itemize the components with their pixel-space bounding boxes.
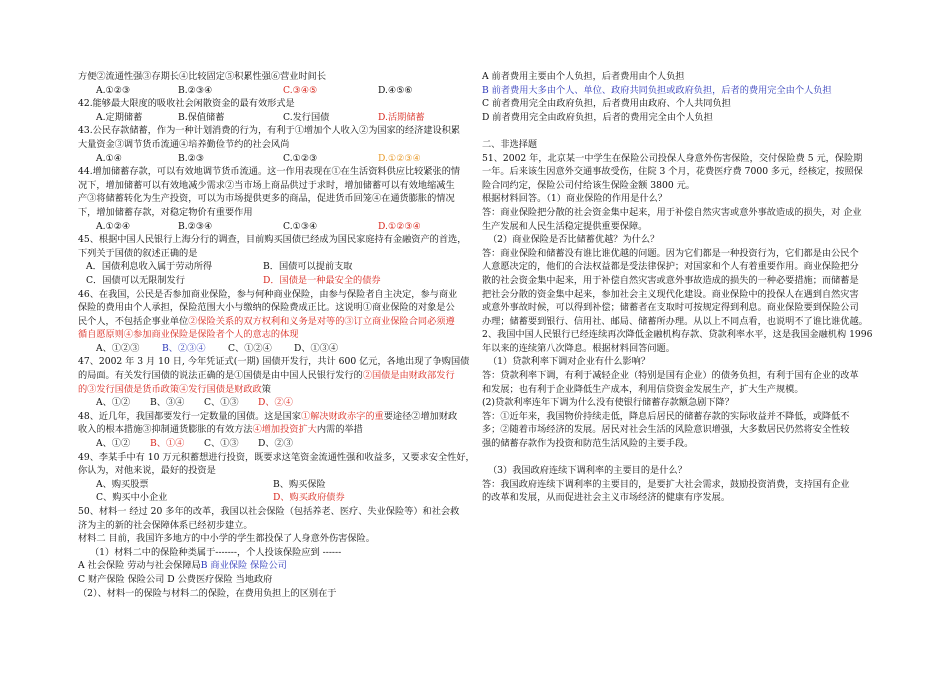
text-segment: 46、在我国，公民是否参加商业保险，参与何种商业保险，由参与保险者自主决定，参与商业 (78, 288, 458, 300)
text-segment: A、①② (96, 397, 131, 409)
text-segment: B 前者费用大多由个人、单位、政府共同负担或政府负担，后者的费用完全由个人负担 (482, 84, 832, 96)
text-line (482, 97, 882, 111)
text-segment: 答：贷款利率下调，有利于减轻企业（特别是国有企业）的债务负担，有利于国有企业的改革 (482, 370, 859, 382)
text-segment: A、购买股票 (96, 478, 149, 490)
text-line (78, 233, 473, 247)
text-segment: A 前者费用主要由个人负担，后者费用由个人负担 (482, 71, 685, 82)
text-segment: A、①②③ (96, 342, 140, 354)
text-segment: A．国债利息收入属于劳动所得 (86, 261, 213, 273)
text-segment: 的局面。有关发行国债的说法正确的是①国债是由中国人民银行发行的 (78, 370, 363, 382)
text-segment: 下，增加储蓄存款，对稳定物价有重要作用 (78, 206, 253, 218)
text-segment: 民个人，不包括企事业单位 (78, 315, 189, 327)
text-line (482, 423, 882, 437)
text-line (78, 124, 473, 138)
text-segment: A.①②④ (96, 220, 131, 232)
text-segment: 产③将储蓄转化为生产投资，可以为市场提供更多的商品，促进货币回笼④在通货膨胀的情况 (78, 193, 455, 205)
blank-line (482, 451, 882, 465)
text-line (482, 437, 882, 451)
text-segment: 的③发行国债是货币政策④发行国债是财政政 (78, 383, 262, 395)
text-line (78, 532, 473, 546)
text-segment: ①解决财政赤字的重 (301, 410, 384, 422)
text-segment: C、①③ (204, 397, 239, 409)
text-segment: A 社会保险 劳动与社会保障局 (78, 560, 201, 572)
text-segment: 的改革和发展，从而促进社会主义市场经济的健康有序发展。 (482, 492, 731, 504)
text-line (482, 328, 882, 342)
text-line (482, 179, 882, 193)
text-segment: 51、2002 年，北京某一中学生在保险公司投保人身意外伤害保险，交付保险费 5 元，保险期 (482, 152, 863, 164)
text-segment: 策 (261, 383, 271, 395)
text-line (78, 369, 473, 383)
text-line (78, 423, 473, 437)
text-segment: 47、2002 年 3 月 10 日, 今年凭证式(一期) 国债开发行，共计 600 亿元，各地出现了争购国债 (78, 356, 470, 368)
text-line (78, 383, 473, 397)
text-line (78, 478, 473, 492)
text-line (482, 288, 882, 302)
text-segment: B、①④ (150, 438, 185, 450)
text-line (482, 206, 882, 220)
text-line (78, 410, 473, 424)
text-line (78, 138, 473, 152)
text-segment: D、①③④ (294, 342, 339, 354)
text-line (78, 152, 473, 166)
text-line (482, 165, 882, 179)
text-line (78, 260, 473, 274)
text-segment: B 商业保险 保险公司 (200, 560, 287, 572)
text-segment: C、①②④ (228, 342, 272, 354)
text-segment: 45、根据中国人民银行上海分行的调查，目前购买国债已经成为国民家庭持有金融资产的首选， (78, 234, 467, 246)
text-segment: ②保险关系的双方权利和义务是对等的③订立商业保险合同必须遵 (188, 315, 455, 327)
text-line (482, 233, 882, 247)
text-segment: 年以来的连续第八次降息。根据材料回答问题。 (482, 342, 675, 354)
text-segment: 况下，增加储蓄可以有效地减少需求②当市场上商品供过于求时，增加储蓄可以有效地缩减生 (78, 179, 455, 191)
text-line (78, 491, 473, 505)
text-segment: 循自愿原则④参加商业保险是保险者个人的意志的体现 (78, 329, 299, 341)
text-line (482, 410, 882, 424)
text-segment: D、②④ (258, 397, 293, 409)
text-segment: 一年。后来该生因意外交通事故受伤，住院 3 个月，花费医疗费 7000 多元，经核定，按照保 (482, 166, 863, 178)
text-segment: 下列关于国债的叙述正确的是 (78, 247, 198, 259)
text-segment: 50、材料一 经过 20 多年的改革，我国以社会保险（包括养老、医疗、失业保险等）和社会救 (78, 506, 460, 517)
text-segment: 2、我国中国人民银行已经连续再次降低金融机构存款、贷款利率水平，这是我国金融机构 1996 (482, 329, 873, 341)
text-segment: C.发行国债 (283, 111, 330, 123)
text-segment: B.②③④ (178, 84, 213, 96)
text-segment: A.定期储蓄 (96, 111, 143, 123)
text-segment: A.①④ (96, 152, 123, 164)
text-segment: 48、近几年，我国都要发行一定数量的国债。这是国家 (78, 410, 302, 422)
text-line (78, 274, 473, 288)
text-line (78, 519, 473, 533)
text-line (78, 111, 473, 125)
text-line (78, 355, 473, 369)
text-segment: ④增加投资扩大 (252, 424, 317, 436)
left-column (78, 70, 473, 600)
text-segment: 答：商业保险和储蓄没有谁比谁优越的问题。因为它们都是一种投资行为，它们都是由公民个 (482, 247, 859, 259)
text-line (78, 288, 473, 302)
text-segment: 答：①近年来，我国物价持续走低，降息后居民的储蓄存款的实际收益并不降低，或降低不 (482, 410, 850, 422)
text-segment: C 财产保险 保险公司 D 公费医疗保险 当地政府 (78, 573, 273, 585)
text-segment: 49、李某手中有 10 万元积蓄想进行投资，既要求这笔资金流通性强和收益多，又要求安全性好， (78, 451, 475, 463)
text-line (482, 70, 882, 84)
text-segment: D.①②③④ (378, 220, 421, 232)
text-line (482, 342, 882, 356)
text-line (482, 369, 882, 383)
text-segment: B、③④ (150, 397, 185, 409)
text-line (78, 342, 473, 356)
text-segment: C、①③ (204, 438, 239, 450)
text-segment: D、②③ (258, 438, 293, 450)
text-line (482, 138, 882, 152)
text-segment: 答：我国政府连续下调利率的主要目的，是要扩大社会需求，鼓励投资消费，支持国有企业 (482, 478, 850, 490)
text-segment: （2）、材料一的保险与材料二的保险，在费用负担上的区别在于 (78, 587, 337, 599)
text-line (482, 383, 882, 397)
text-line (78, 165, 473, 179)
text-line (78, 220, 473, 234)
text-segment: 办理；储蓄要到银行、信用社、邮局、储蓄所办理。从以上不同点看，也说明不了谁比谁优越。 (482, 315, 868, 327)
text-segment: D、购买政府债券 (273, 492, 345, 504)
text-line (482, 220, 882, 234)
text-segment: ②国债是由财政部发行 (362, 370, 455, 382)
text-segment: 材料二 目前，我国许多地方的中小学的学生都投保了人身意外伤害保险。 (78, 533, 375, 545)
text-line (78, 328, 473, 342)
blank-line (482, 124, 882, 138)
text-line (482, 274, 882, 288)
text-line (78, 464, 473, 478)
text-segment: C、购买中小企业 (96, 492, 168, 504)
text-line (482, 260, 882, 274)
text-segment: 散的社会资金集中起来，用于补偿自然灾害或意外事故造成的损失的一种必要措施；而储蓄是 (482, 274, 859, 286)
text-segment: D.①②③④ (378, 152, 421, 164)
text-segment: 内需的举措 (316, 424, 363, 436)
text-segment: 生产发展和人民生活稳定提供重要保障。 (482, 220, 648, 232)
text-segment: 人意愿决定的，他们的合法权益都是受法律保护；对国家和个人有着重要作用。商业保险把分 (482, 261, 859, 273)
text-segment: D 前者费用完全由政府负担，后者的费用完全由个人负担 (482, 111, 713, 123)
text-segment: 和发展；也有利于企业降低生产成本，利用信贷资金发展生产，扩大生产规模。 (482, 383, 804, 395)
text-line (78, 559, 473, 573)
text-segment: 保险的费用由个人承担，保险范围大小与缴纳的保险费成正比。这说明①商业保险的对象是公 (78, 302, 455, 314)
text-segment: D.④⑤⑥ (378, 84, 413, 96)
text-line (78, 247, 473, 261)
text-segment: 44.增加储蓄存款，可以有效地调节货币流通。这一作用表现在①在生活资料供应比较紧张的情 (78, 166, 461, 178)
text-segment: B、②③④ (162, 342, 206, 354)
text-line (78, 573, 473, 587)
text-segment: 42.能够最大限度的吸收社会闲散资金的最有效形式是 (78, 98, 295, 110)
text-segment: 或意外事故时候，可以得到补偿；储蓄者在支取时可按规定得到利息。商业保险要到保险公司 (482, 302, 859, 314)
text-segment: B、购买保险 (273, 478, 326, 490)
text-line (482, 315, 882, 329)
text-line (482, 84, 882, 98)
text-line (482, 192, 882, 206)
text-segment: A、①② (96, 438, 131, 450)
text-line (78, 396, 473, 410)
text-segment: （1）材料二中的保险种类属于-------，个人投该保险应到 ------ (90, 546, 342, 558)
text-line (78, 437, 473, 451)
text-segment: A.①②③ (96, 84, 131, 96)
text-segment: 根据材料回答。（1）商业保险的作用是什么？ (482, 193, 667, 205)
text-segment: C.③④⑤ (283, 84, 318, 96)
text-line (482, 301, 882, 315)
text-segment: 二、非选择题 (482, 138, 538, 150)
text-segment: 方便②流通性强③存期长④比较固定⑤积累性强⑥营业时间长 (78, 71, 327, 82)
text-segment: 强的储蓄存款作为投资和防范生活风险的主要手段。 (482, 438, 694, 450)
text-segment: （1）贷款利率下调对企业有什么影响？ (488, 356, 651, 368)
text-segment: 答：商业保险把分散的社会资金集中起来，用于补偿自然灾害或意外事故造成的损失，对 企业 (482, 206, 862, 218)
text-segment: 你认为，对他来说，最好的投资是 (78, 465, 216, 477)
text-segment: B.②③ (178, 152, 205, 164)
text-line (78, 315, 473, 329)
text-segment: 济为主的新的社会保障体系已经初步建立。 (78, 519, 253, 531)
text-line (482, 396, 882, 410)
text-segment: (2)贷款利率连年下调为什么没有使银行储蓄存款额急剧下降？ (482, 397, 734, 409)
text-line (78, 451, 473, 465)
text-segment: 要途径②增加财政 (383, 410, 458, 422)
text-segment: C．国债可以无限制发行 (86, 274, 185, 286)
text-segment: D.活期储蓄 (378, 111, 425, 123)
text-segment: 43.公民存款储蓄，作为一种计划消费的行为，有利于①增加个人收入②为国家的经济建设积累 (78, 125, 461, 137)
text-segment: B.保值储蓄 (178, 111, 225, 123)
text-line (78, 179, 473, 193)
text-line (78, 546, 473, 560)
text-segment: （2）商业保险是否比储蓄优越？为什么？ (488, 234, 660, 246)
text-segment: D．国债是一种最安全的债券 (263, 274, 381, 286)
text-line (78, 97, 473, 111)
text-segment: B．国债可以提前支取 (263, 261, 353, 273)
text-line (78, 84, 473, 98)
text-line (78, 505, 473, 519)
text-segment: C.①③④ (283, 220, 318, 232)
text-line (482, 478, 882, 492)
text-line (78, 301, 473, 315)
text-line (482, 464, 882, 478)
text-line (482, 111, 882, 125)
text-line (78, 587, 473, 601)
text-segment: C 前者费用完全由政府负担，后者费用由政府、个人共同负担 (482, 98, 731, 110)
text-line (78, 206, 473, 220)
text-line (482, 152, 882, 166)
text-segment: 大量资金③调节货币流通④培养勤俭节约的社会风尚 (78, 138, 290, 150)
text-line (482, 247, 882, 261)
text-line (78, 192, 473, 206)
text-line (482, 355, 882, 369)
text-segment: 把社会分散的资金集中起来，参加社会主义现代化建设。商业保险中的投保人在遇到自然灾害 (482, 288, 859, 300)
right-column (482, 70, 882, 505)
text-segment: 收入的根本措施③抑制通货膨胀的有效方法 (78, 424, 253, 436)
text-segment: B.②③④ (178, 220, 213, 232)
text-segment: 险合同约定，保险公司付给该生保险金额 3800 元。 (482, 179, 695, 191)
text-segment: 多；②随着市场经济的发展。居民对社会生活的风险意识增强，大多数居民仍然将安全性较 (482, 424, 850, 436)
text-segment: C.①②③ (283, 152, 318, 164)
text-line (482, 491, 882, 505)
text-line (78, 70, 473, 84)
text-segment: （3）我国政府连续下调利率的主要目的是什么？ (488, 465, 687, 477)
